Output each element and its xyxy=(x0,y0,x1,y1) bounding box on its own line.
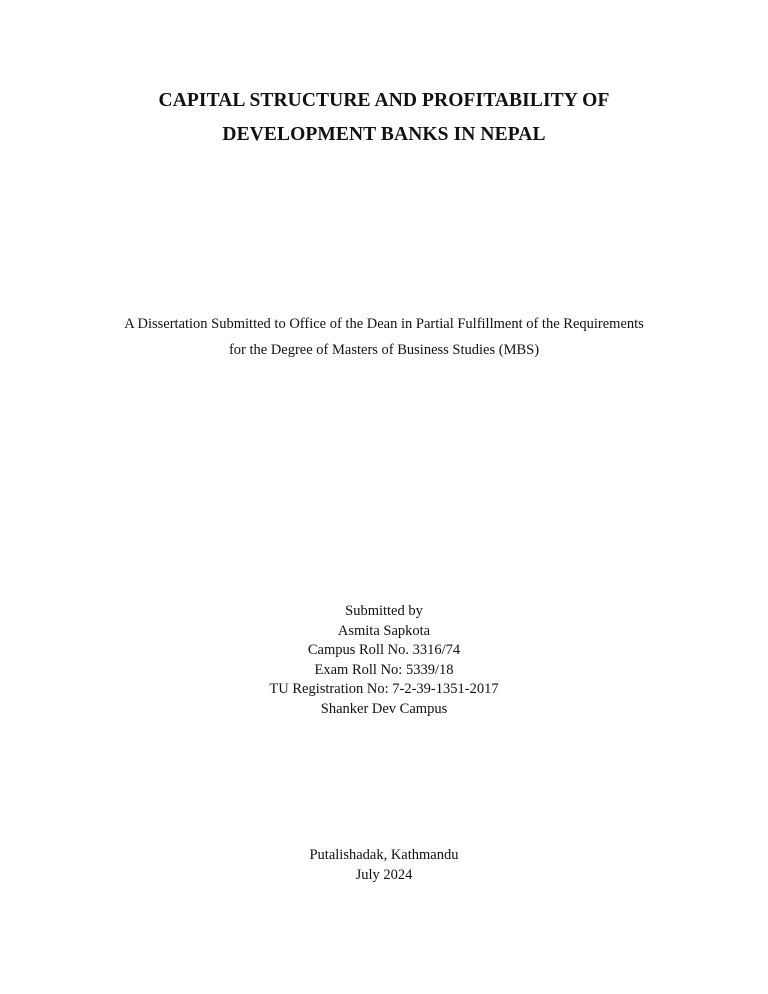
tu-registration-number: TU Registration No: 7-2-39-1351-2017 xyxy=(269,681,499,697)
dissertation-statement xyxy=(0,311,768,363)
exam-roll-number: Exam Roll No: 5339/18 xyxy=(314,661,454,678)
submission-details xyxy=(0,602,768,719)
place: Putalishadak, Kathmandu xyxy=(309,847,459,863)
submitted-by-label: Submitted by xyxy=(345,603,423,619)
dissertation-line-1: A Dissertation Submitted to Office of the Dean in Partial Fulfillment of the Requirements xyxy=(124,316,644,332)
campus-roll-number: Campus Roll No. 3316/74 xyxy=(307,642,461,658)
title-line-2: DEVELOPMENT BANKS IN NEPAL xyxy=(222,124,546,145)
campus-name: Shanker Dev Campus xyxy=(320,700,448,717)
place-and-date xyxy=(0,846,768,885)
thesis-title xyxy=(0,84,768,152)
author-name: Asmita Sapkota xyxy=(337,622,431,639)
title-line-1: CAPITAL STRUCTURE AND PROFITABILITY OF xyxy=(158,90,610,111)
dissertation-line-2: for the Degree of Masters of Business Studies (MBS) xyxy=(228,342,540,358)
date: July 2024 xyxy=(355,866,413,883)
